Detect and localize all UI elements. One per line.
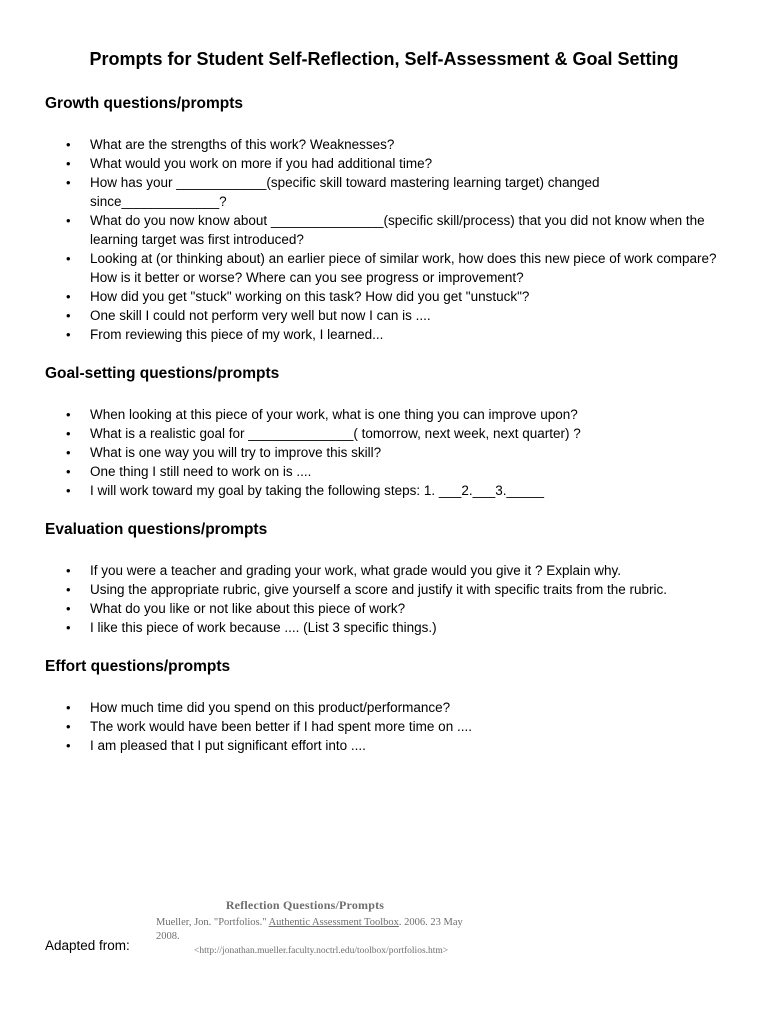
list-item: • From reviewing this piece of my work, I learned... [90,325,735,344]
prompt-list [45,698,735,755]
section-evaluation [45,519,735,637]
citation-reference [150,916,470,944]
list-item: • How has your ____________(specific skill toward mastering learning target) changed since_____________? [90,173,735,211]
list-item: • How much time did you spend on this product/performance? [90,698,735,717]
list-item: • One skill I could not perform very well but now I can is .... [90,306,735,325]
section-heading: Growth questions/prompts [45,95,244,112]
list-item: • What is a realistic goal for ______________( tomorrow, next week, next quarter) ? [90,424,735,443]
list-item: • If you were a teacher and grading your work, what grade would you give it ? Explain why. [90,561,735,580]
prompt-list [45,561,735,637]
section-heading: Evaluation questions/prompts [45,521,268,538]
list-item: • When looking at this piece of your work, what is one thing you can improve upon? [90,405,735,424]
section-heading: Goal-setting questions/prompts [45,365,280,382]
adapted-from-label: Adapted from: [45,938,130,953]
section-goal-setting [45,363,735,500]
citation-date: . 2006. 23 May 2008. [156,917,463,942]
list-item: • Looking at (or thinking about) an earlier piece of similar work, how does this new piece of work compare? How is it better or worse? Where can you see progress or improvement? [90,249,735,287]
list-item: • How did you get "stuck" working on this task? How did you get "unstuck"? [90,287,735,306]
list-item: • One thing I still need to work on is .... [90,462,735,481]
citation-block [150,898,470,958]
list-item: • What do you like or not like about this piece of work? [90,599,735,618]
citation-author: Mueller, Jon. "Portfolios." [156,917,269,928]
list-item: • What is one way you will try to improve this skill? [90,443,735,462]
prompt-list [45,405,735,500]
page-title: Prompts for Student Self-Reflection, Self-Assessment & Goal Setting [89,49,679,69]
citation-url: <http://jonathan.mueller.faculty.noctrl.edu/toolbox/portfolios.htm> [194,946,449,956]
list-item: • What are the strengths of this work? Weaknesses? [90,135,735,154]
section-growth [45,93,735,344]
citation-source: Authentic Assessment Toolbox [268,917,399,928]
citation-title: Reflection Questions/Prompts [225,898,385,912]
list-item: • What would you work on more if you had additional time? [90,154,735,173]
section-effort [45,656,735,755]
prompt-list [45,135,735,344]
list-item: • Using the appropriate rubric, give yourself a score and justify it with specific traits from the rubric. [90,580,735,599]
section-heading: Effort questions/prompts [45,658,231,675]
list-item: • I like this piece of work because .... (List 3 specific things.) [90,618,735,637]
list-item: • The work would have been better if I had spent more time on .... [90,717,735,736]
list-item: • I will work toward my goal by taking the following steps: 1. ___2.___3._____ [90,481,735,500]
list-item: • I am pleased that I put significant effort into .... [90,736,735,755]
list-item: • What do you now know about _______________(specific skill/process) that you did not know when the learning target was first introduced? [90,211,735,249]
